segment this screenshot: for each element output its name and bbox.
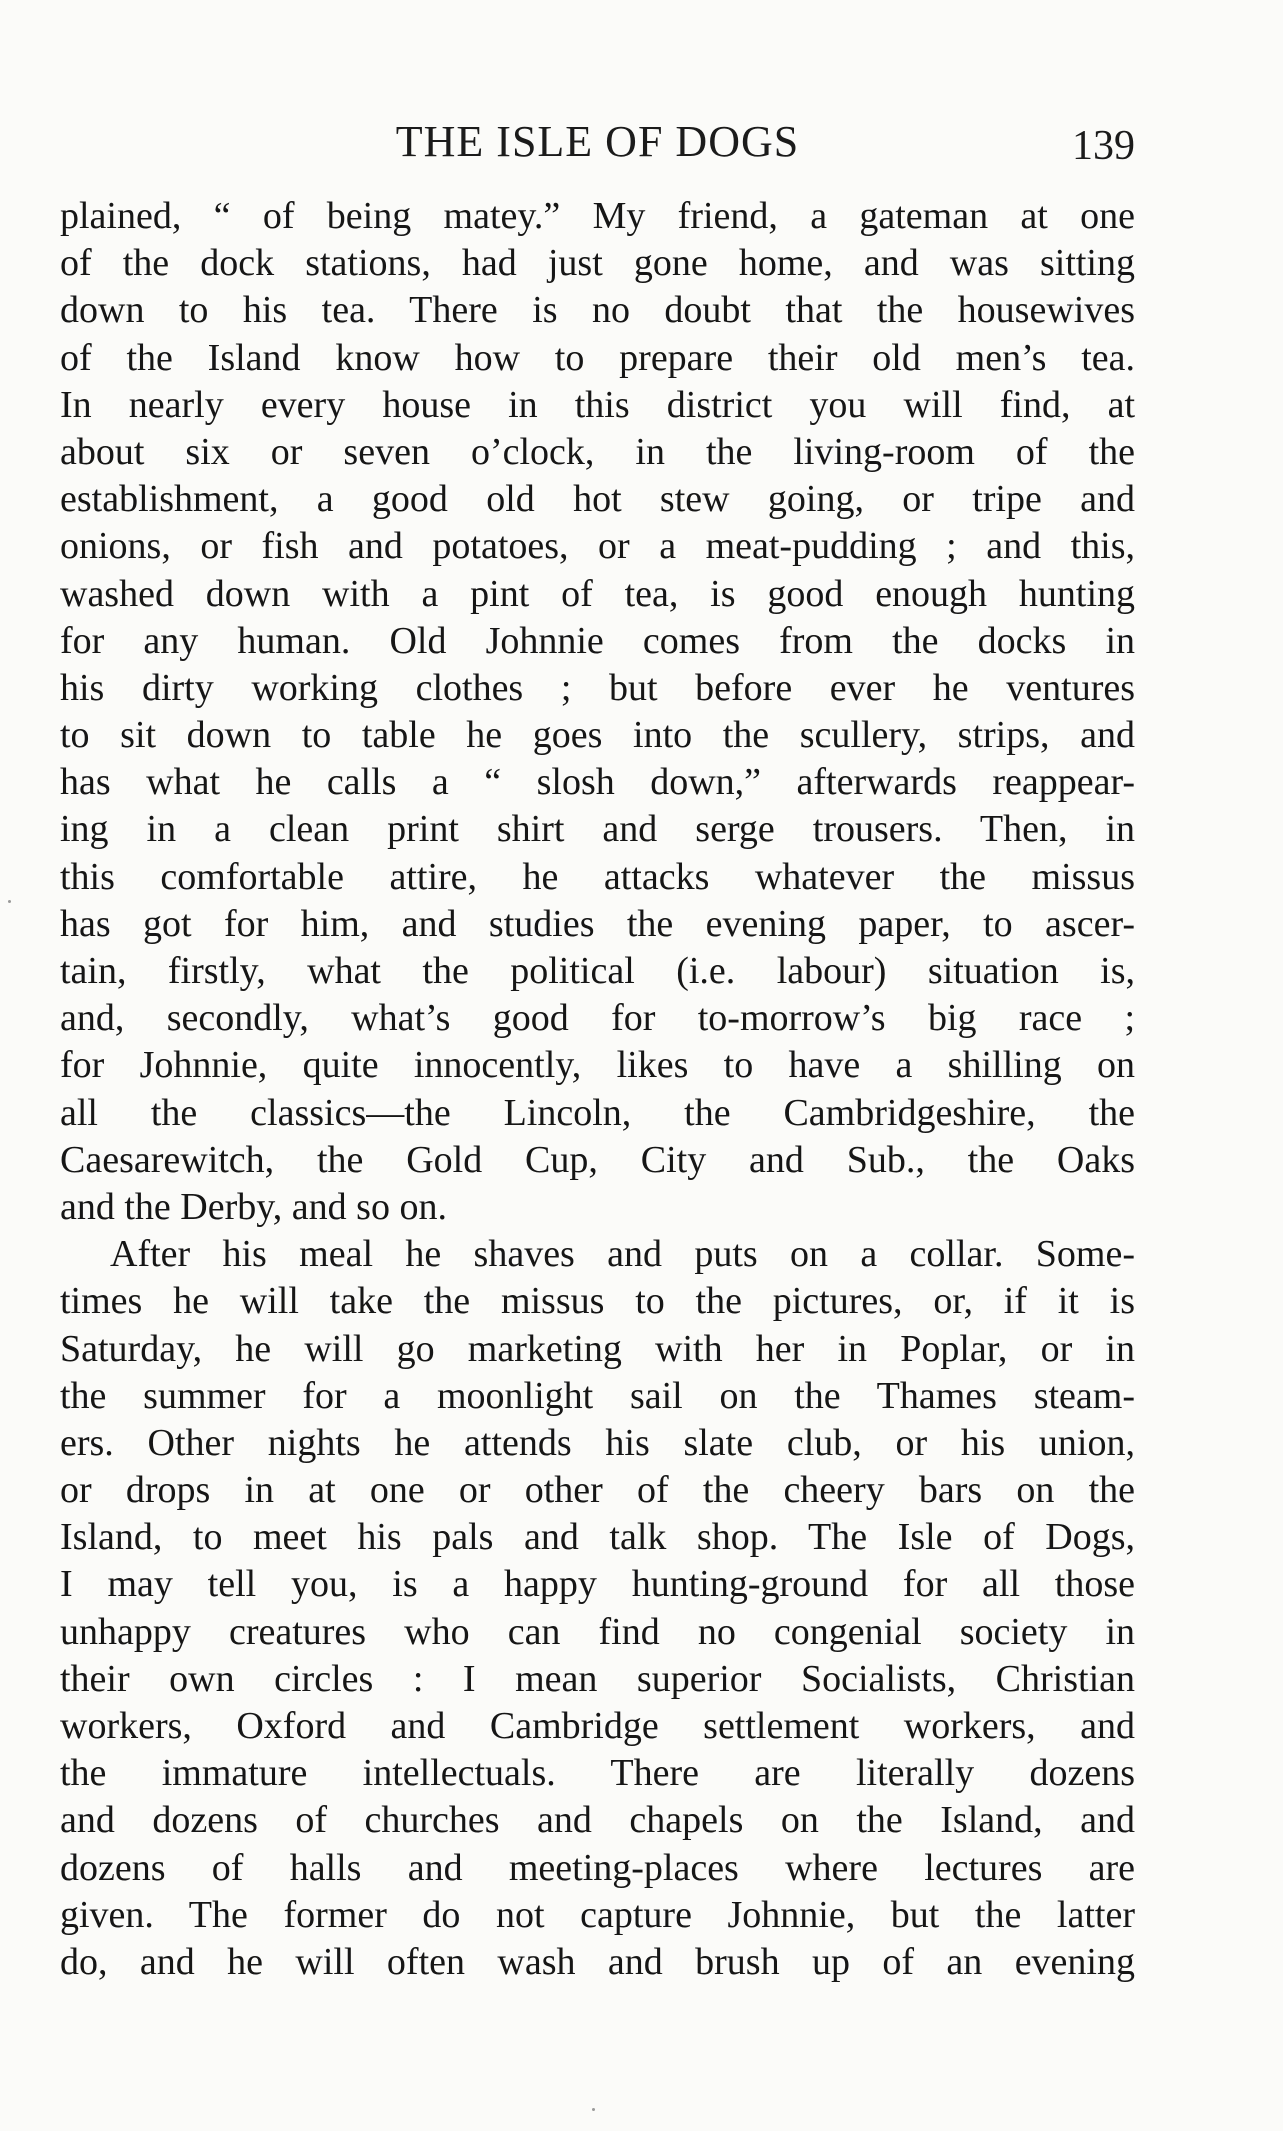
text-line: this comfortable attire, he attacks whatever the missus — [60, 855, 1135, 898]
paper-speck — [592, 2108, 595, 2111]
text-line: onions, or fish and potatoes, or a meat-pudding ; and this, — [60, 525, 1135, 568]
text-line: their own circles : I mean superior Socialists, Christian — [60, 1657, 1135, 1700]
text-line: Saturday, he will go marketing with her in Poplar, or in — [60, 1327, 1135, 1370]
text-line: I may tell you, is a happy hunting-ground for all those — [60, 1563, 1135, 1606]
text-line: of the Island know how to prepare their old men’s tea. — [60, 336, 1135, 379]
text-line: given. The former do not capture Johnnie, but the latter — [60, 1893, 1135, 1936]
paragraph-2 — [60, 1231, 1135, 1986]
text-line: to sit down to table he goes into the scullery, strips, and — [60, 714, 1135, 757]
text-line: Caesarewitch, the Gold Cup, City and Sub., the Oaks — [60, 1138, 1135, 1181]
text-line: the summer for a moonlight sail on the Thames steam- — [60, 1374, 1135, 1417]
text-line: down to his tea. There is no doubt that the housewives — [60, 289, 1135, 332]
text-line: or drops in at one or other of the cheery bars on the — [60, 1469, 1135, 1512]
running-title: THE ISLE OF DOGS — [395, 117, 800, 166]
text-line: establishment, a good old hot stew going, or tripe and — [60, 478, 1135, 521]
text-line: times he will take the missus to the pictures, or, if it is — [60, 1280, 1135, 1323]
text-line: unhappy creatures who can find no congenial society in — [60, 1610, 1135, 1653]
text-line: ing in a clean print shirt and serge trousers. Then, in — [60, 808, 1135, 851]
body-text — [60, 193, 1135, 1986]
text-line: dozens of halls and meeting-places where lectures are — [60, 1846, 1135, 1889]
text-line: of the dock stations, had just gone home, and was sitting — [60, 242, 1135, 285]
text-line: After his meal he shaves and puts on a collar. Some- — [110, 1233, 1135, 1276]
text-line: tain, firstly, what the political (i.e. labour) situation is, — [60, 950, 1135, 992]
text-line: for any human. Old Johnnie comes from the docks in — [60, 619, 1135, 662]
page-number: 139 — [1072, 123, 1135, 169]
paragraph-1 — [60, 193, 1135, 1231]
text-line: washed down with a pint of tea, is good enough hunting — [60, 572, 1135, 615]
text-line: and, secondly, what’s good for to-morrow’s big race ; — [60, 997, 1135, 1040]
text-line: all the classics—the Lincoln, the Cambridgeshire, the — [60, 1091, 1135, 1134]
text-line: the immature intellectuals. There are literally dozens — [60, 1752, 1135, 1795]
text-line: and dozens of churches and chapels on the Island, and — [60, 1799, 1135, 1842]
text-line: about six or seven o’clock, in the living-room of the — [60, 430, 1135, 473]
text-line: his dirty working clothes ; but before ever he ventures — [60, 666, 1135, 709]
text-line: has what he calls a “ slosh down,” afterwards reappear- — [60, 761, 1135, 804]
text-line: ers. Other nights he attends his slate club, or his union, — [60, 1421, 1135, 1464]
text-line: workers, Oxford and Cambridge settlement workers, and — [60, 1705, 1135, 1747]
text-line: plained, “ of being matey.” My friend, a gateman at one — [60, 195, 1135, 237]
text-line: has got for him, and studies the evening paper, to ascer- — [60, 902, 1135, 945]
text-line: and the Derby, and so on. — [60, 1185, 447, 1228]
text-line: for Johnnie, quite innocently, likes to have a shilling on — [60, 1044, 1135, 1087]
paper-speck — [8, 900, 11, 903]
running-head — [60, 112, 1135, 172]
text-line: In nearly every house in this district you will find, at — [60, 383, 1135, 426]
text-line: do, and he will often wash and brush up of an evening — [60, 1940, 1135, 1983]
text-line: Island, to meet his pals and talk shop. The Isle of Dogs, — [60, 1516, 1135, 1559]
